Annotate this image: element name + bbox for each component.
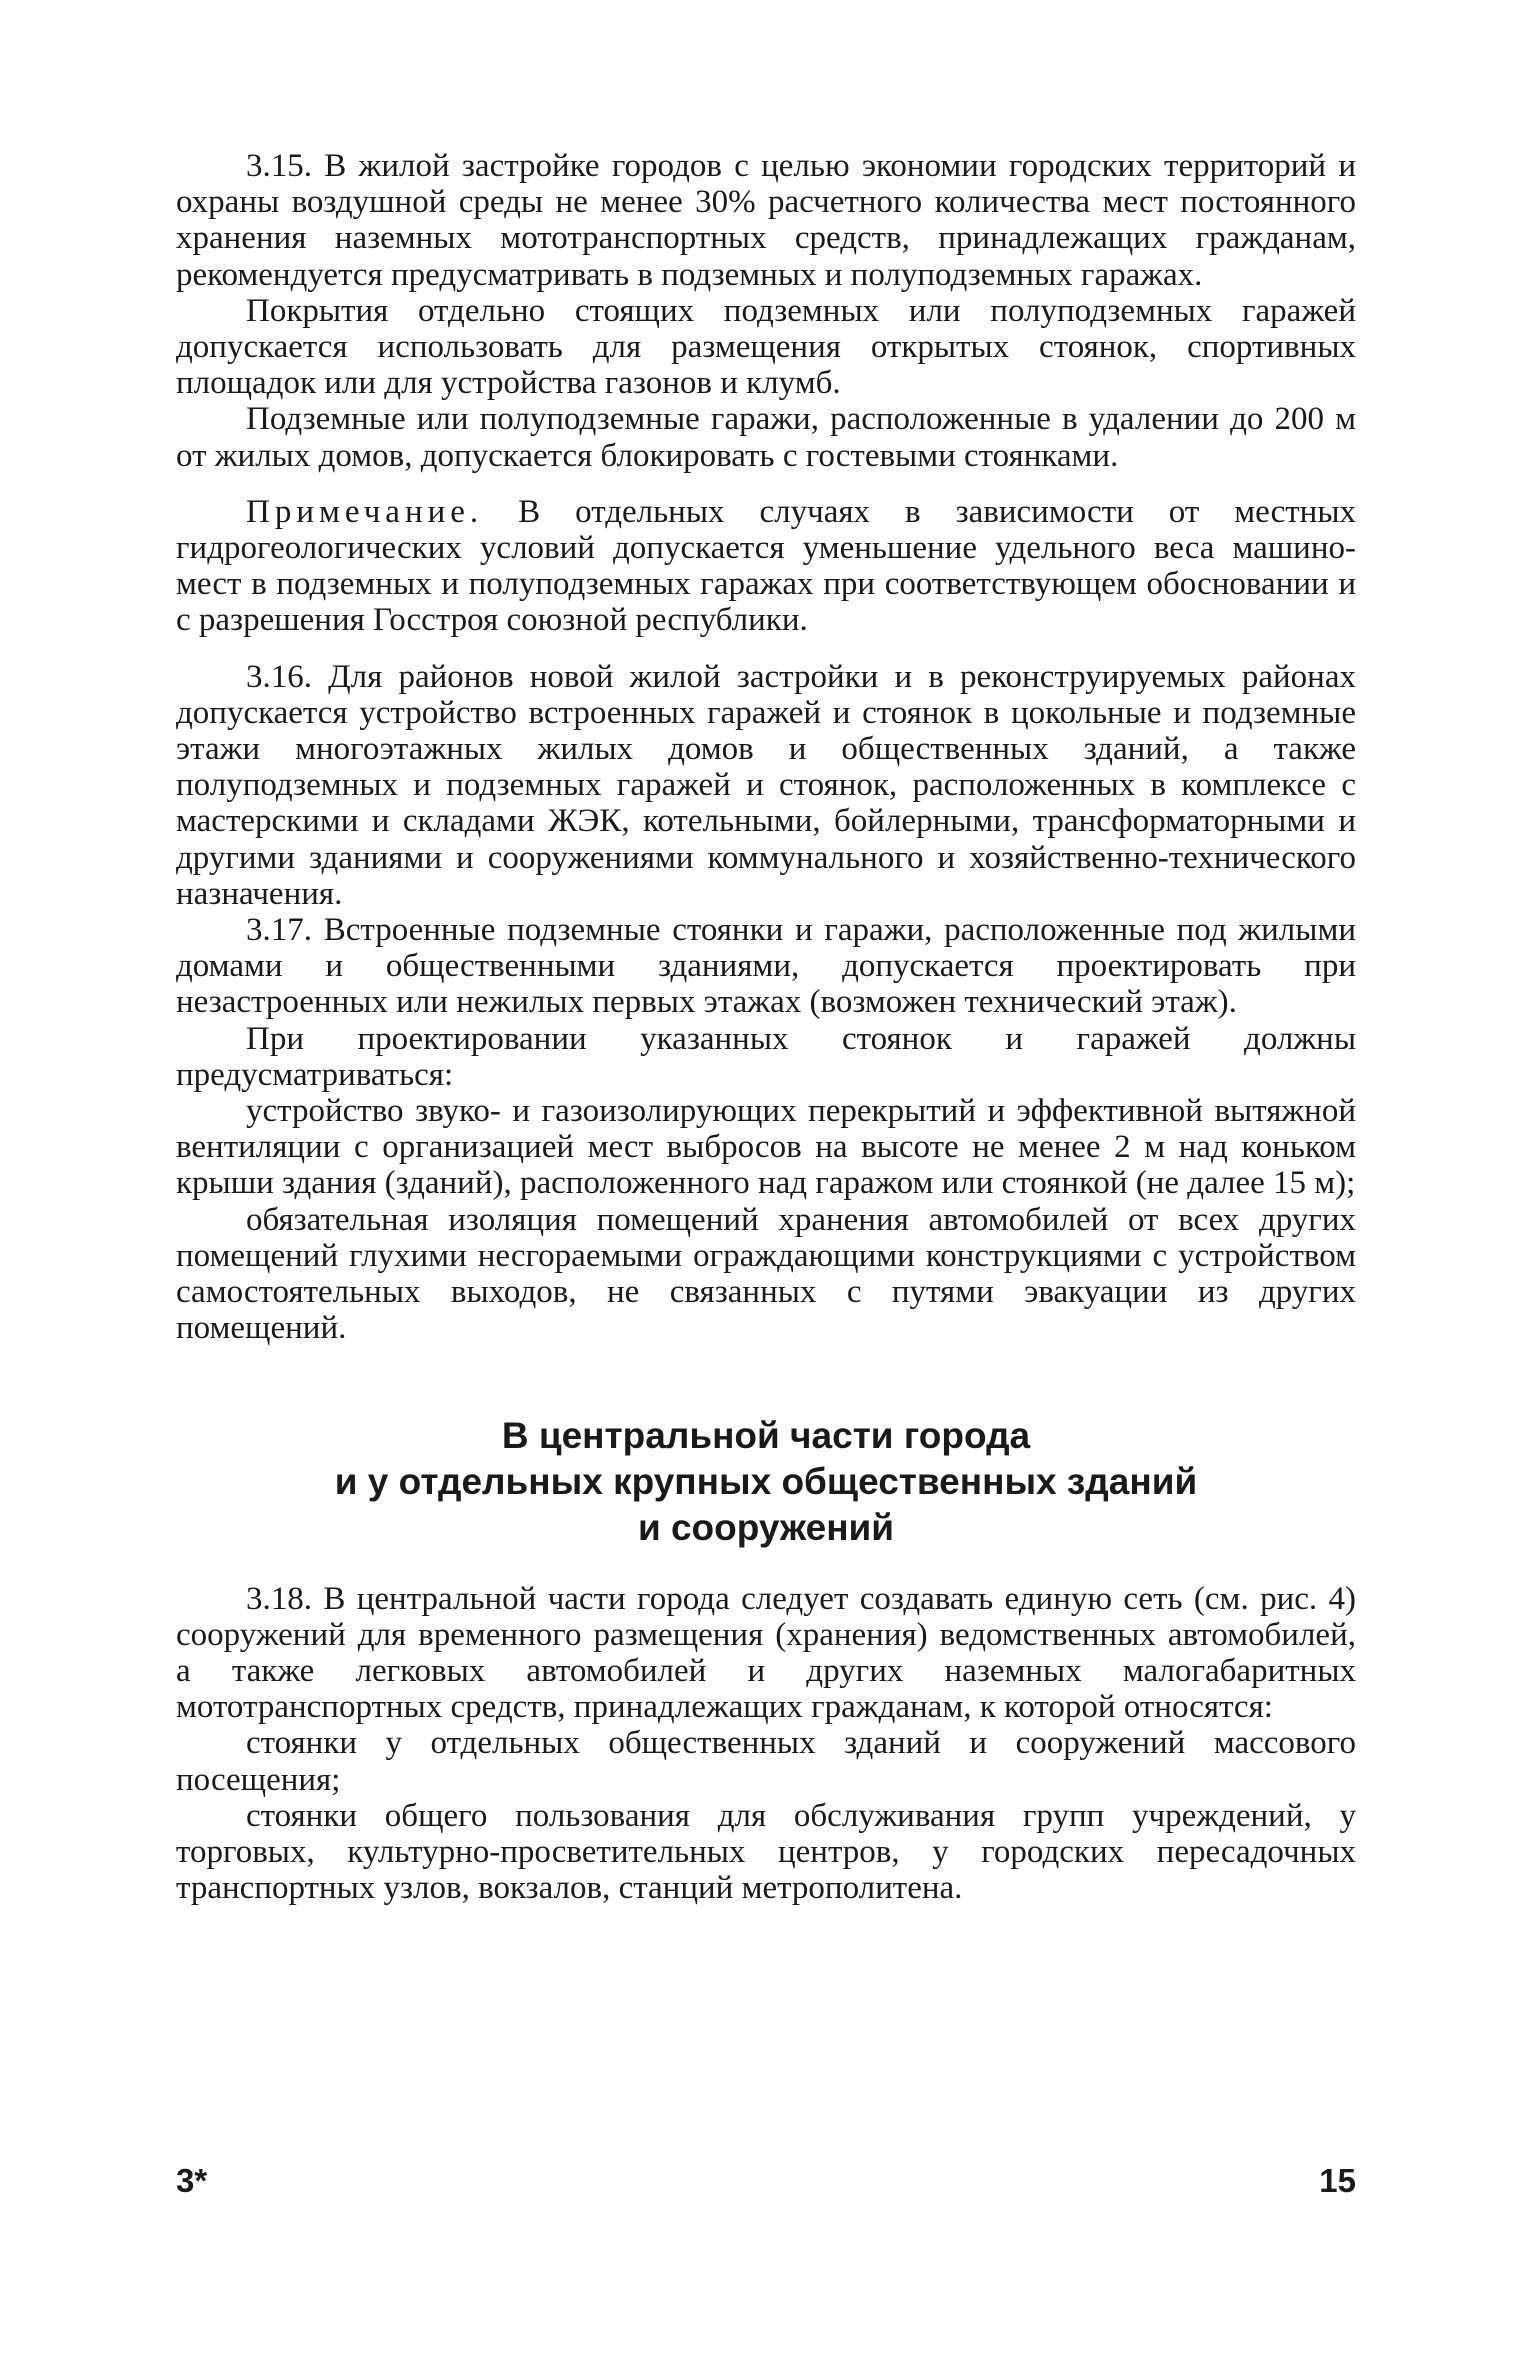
section-heading: [176, 1413, 1356, 1551]
paragraph-3-17-design: При проектировании указанных стоянок и гаражей должны предусматриваться:: [176, 1020, 1356, 1093]
signature-mark: 3*: [176, 2162, 208, 2199]
paragraph-3-15-covers: Покрытия отдельно стоящих подземных или полуподземных гаражей допускается использовать для размещения открытых стоянок, спортивных площадок или для устройства газонов и клумб.: [176, 292, 1356, 402]
note-label: Примечание.: [246, 493, 484, 530]
paragraph-3-17: 3.17. Встроенные подземные стоянки и гаражи, расположенные под жилыми домами и общественными зданиями, допускается проектировать при незастроенных или нежилых первых этажах (возможен технический этаж).: [176, 912, 1356, 1021]
section-heading-line-3: и сооружений: [637, 1506, 895, 1548]
paragraph-3-18: 3.18. В центральной части города следует создавать единую сеть (см. рис. 4) сооружений для временного размещения (хранения) ведомственных автомобилей, а также легковых автомобилей и других наземных малогабаритных мототранспортных средств, принадлежащих гражданам, к которой относятся:: [176, 1580, 1356, 1726]
body-text: [176, 148, 1356, 1906]
paragraph-3-16: 3.16. Для районов новой жилой застройки и в реконструируемых районах допускается устройство встроенных гаражей и стоянок в цокольные и подземные этажи многоэтажных жилых домов и общественных зданий, а также полуподземных и подземных гаражей и стоянок, расположенных в комплексе с мастерскими и складами ЖЭК, котельными, бойлерными, трансформаторными и другими зданиями и сооружениями коммунального и хозяйственно-технического назначения.: [176, 658, 1356, 912]
paragraph-3-17-isolation: обязательная изоляция помещений хранения автомобилей от всех других помещений глухими несгораемыми ограждающими конструкциями с устройством самостоятельных выходов, не связанных с путями эвакуации из других помещений.: [176, 1201, 1356, 1347]
paragraph-3-15: 3.15. В жилой застройке городов с целью экономии городских территорий и охраны воздушной среды не менее 30% расчетного количества мест постоянного хранения наземных мототранспортных средств, принадлежащих гражданам, рекомендуется предусматривать в подземных и полуподземных гаражах.: [176, 148, 1356, 293]
section-heading-line-1: В центральной части города: [501, 1414, 1031, 1456]
paragraph-3-17-ventilation: устройство звуко- и газоизолирующих перекрытий и эффективной вытяжной вентиляции с организацией мест выбросов на высоте не менее 2 м над коньком крыши здания (зданий), расположенного над гаражом или стоянкой (не далее 15 м);: [176, 1093, 1356, 1202]
paragraph-3-18-public: стоянки общего пользования для обслуживания групп учреждений, у торговых, культурно-просветительных центров, у городских пересадочных транспортных узлов, вокзалов, станций метрополитена.: [176, 1797, 1356, 1907]
note-text: В отдельных случаях в зависимости от местных гидрогеологических условий допускается уменьшение удельного веса машино-мест в подземных и полуподземных гаражах при соответствующем обосновании и с разрешения Госстроя союзной республики.: [176, 493, 1356, 639]
note-paragraph: [176, 494, 1356, 639]
page-number: 15: [1319, 2162, 1356, 2199]
paragraph-3-15-blocking: Подземные или полуподземные гаражи, расположенные в удалении до 200 м от жилых домов, допускается блокировать с гостевыми стоянками.: [176, 401, 1356, 474]
paragraph-3-18-buildings: стоянки у отдельных общественных зданий и сооружений массового посещения;: [176, 1725, 1356, 1798]
section-heading-line-2: и у отдельных крупных общественных зданий: [334, 1460, 1198, 1502]
